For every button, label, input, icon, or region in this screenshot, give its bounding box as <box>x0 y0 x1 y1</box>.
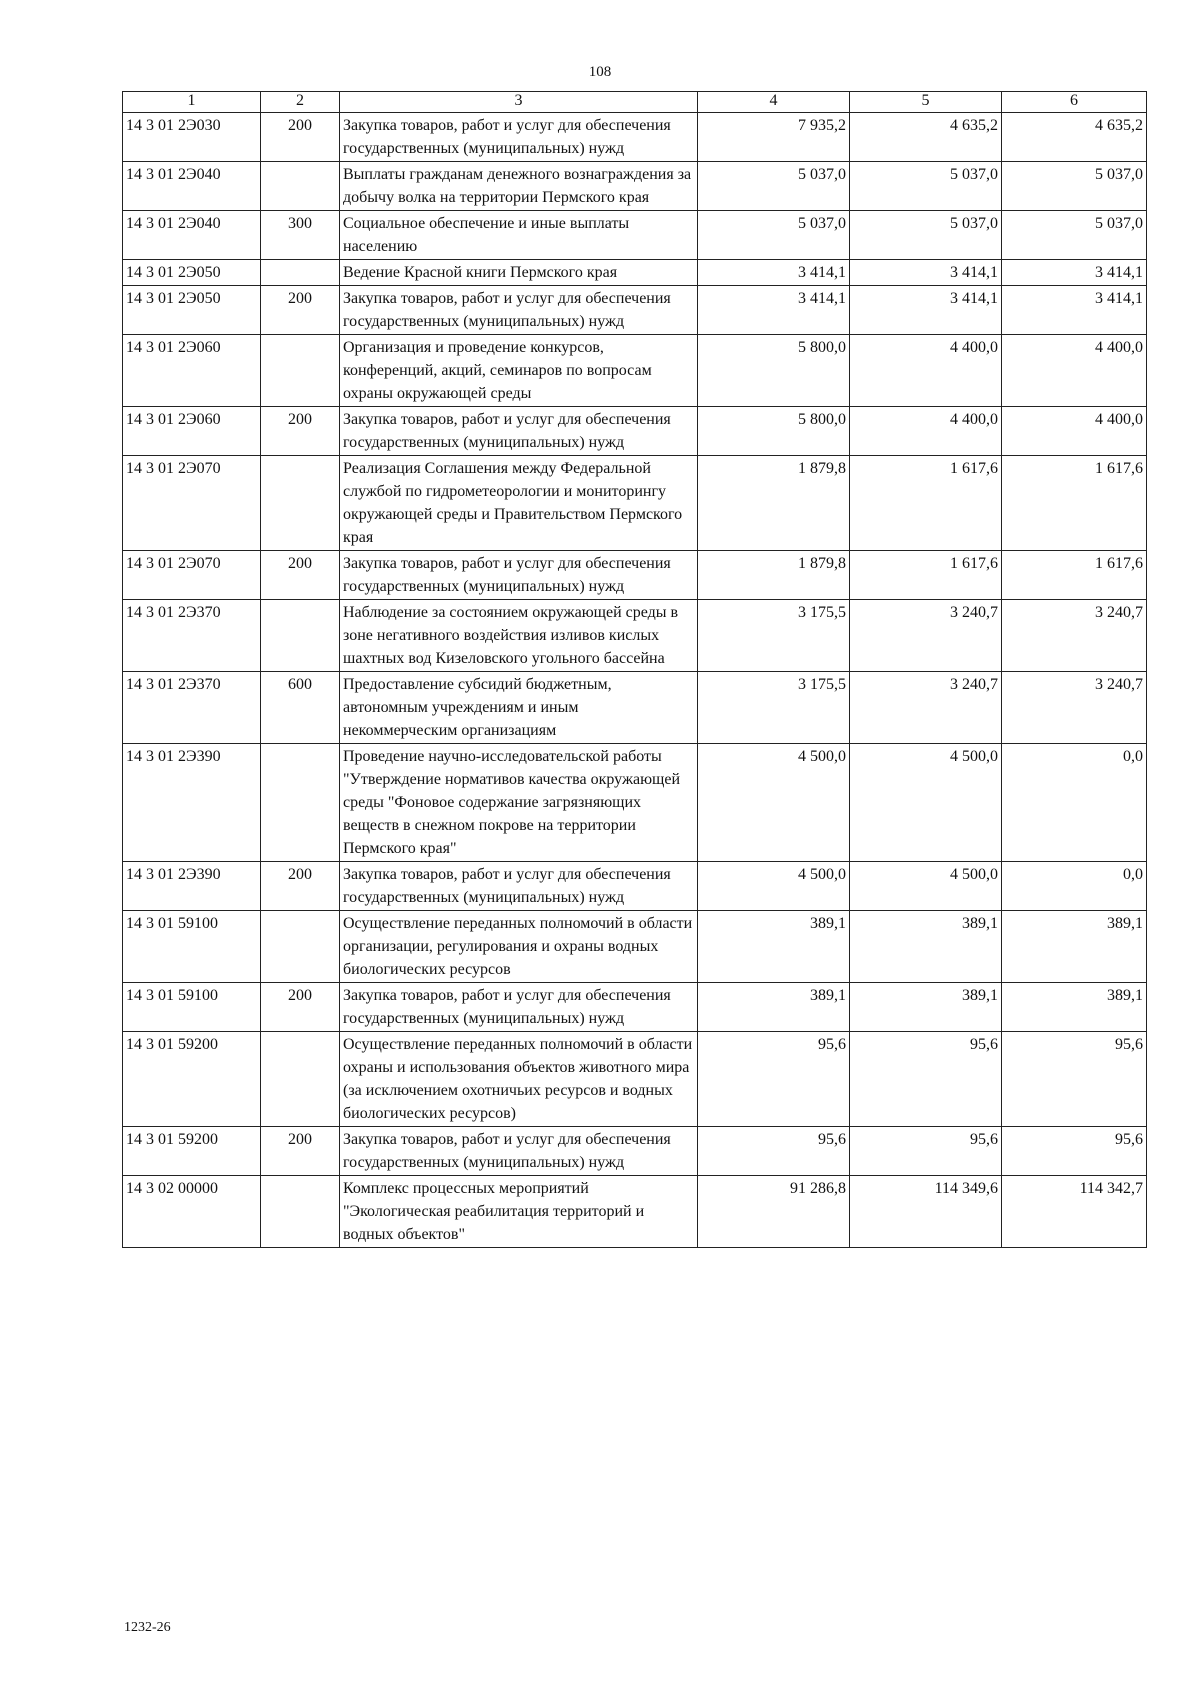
expense-type: 600 <box>261 672 340 744</box>
header-col-2: 2 <box>261 92 340 113</box>
amount-col-5: 3 414,1 <box>850 260 1002 286</box>
amount-col-6: 3 414,1 <box>1002 286 1147 335</box>
amount-col-5: 5 037,0 <box>850 162 1002 211</box>
target-code: 14 3 01 2Э050 <box>123 286 261 335</box>
amount-col-6: 1 617,6 <box>1002 456 1147 551</box>
amount-col-5: 5 037,0 <box>850 211 1002 260</box>
amount-col-4: 3 414,1 <box>698 286 850 335</box>
target-code: 14 3 02 00000 <box>123 1176 261 1248</box>
item-name: Закупка товаров, работ и услуг для обеспечения государственных (муниципальных) нужд <box>340 1127 698 1176</box>
amount-col-5: 4 400,0 <box>850 335 1002 407</box>
amount-col-5: 3 240,7 <box>850 672 1002 744</box>
amount-col-5: 1 617,6 <box>850 551 1002 600</box>
table-row <box>123 260 1147 286</box>
target-code: 14 3 01 2Э040 <box>123 211 261 260</box>
expense-type <box>261 260 340 286</box>
amount-col-4: 91 286,8 <box>698 1176 850 1248</box>
amount-col-6: 389,1 <box>1002 983 1147 1032</box>
table-row <box>123 744 1147 862</box>
target-code: 14 3 01 2Э370 <box>123 672 261 744</box>
table-row <box>123 911 1147 983</box>
target-code: 14 3 01 2Э060 <box>123 407 261 456</box>
amount-col-6: 114 342,7 <box>1002 1176 1147 1248</box>
amount-col-4: 4 500,0 <box>698 862 850 911</box>
expense-type <box>261 744 340 862</box>
table-row <box>123 1127 1147 1176</box>
amount-col-4: 7 935,2 <box>698 113 850 162</box>
table-row <box>123 407 1147 456</box>
header-col-3: 3 <box>340 92 698 113</box>
amount-col-4: 389,1 <box>698 983 850 1032</box>
amount-col-5: 95,6 <box>850 1127 1002 1176</box>
amount-col-5: 4 635,2 <box>850 113 1002 162</box>
item-name: Ведение Красной книги Пермского края <box>340 260 698 286</box>
expense-type <box>261 335 340 407</box>
item-name: Осуществление переданных полномочий в области охраны и использования объектов животного мира (за исключением охотничьих ресурсов и водных биологических ресурсов) <box>340 1032 698 1127</box>
amount-col-6: 4 400,0 <box>1002 335 1147 407</box>
target-code: 14 3 01 2Э390 <box>123 744 261 862</box>
table-row <box>123 600 1147 672</box>
page-number: 108 <box>588 64 612 80</box>
amount-col-6: 4 400,0 <box>1002 407 1147 456</box>
target-code: 14 3 01 2Э070 <box>123 551 261 600</box>
document-footer-code: 1232-26 <box>124 1620 171 1635</box>
amount-col-6: 0,0 <box>1002 862 1147 911</box>
table-row <box>123 983 1147 1032</box>
item-name: Закупка товаров, работ и услуг для обеспечения государственных (муниципальных) нужд <box>340 113 698 162</box>
table-row <box>123 286 1147 335</box>
item-name: Закупка товаров, работ и услуг для обеспечения государственных (муниципальных) нужд <box>340 407 698 456</box>
amount-col-6: 5 037,0 <box>1002 211 1147 260</box>
target-code: 14 3 01 2Э040 <box>123 162 261 211</box>
target-code: 14 3 01 2Э050 <box>123 260 261 286</box>
amount-col-5: 3 414,1 <box>850 286 1002 335</box>
amount-col-5: 4 400,0 <box>850 407 1002 456</box>
target-code: 14 3 01 2Э390 <box>123 862 261 911</box>
expense-type <box>261 456 340 551</box>
item-name: Наблюдение за состоянием окружающей среды в зоне негативного воздействия изливов кислых шахтных вод Кизеловского угольного бассейна <box>340 600 698 672</box>
header-col-1: 1 <box>123 92 261 113</box>
header-col-6: 6 <box>1002 92 1147 113</box>
amount-col-5: 4 500,0 <box>850 744 1002 862</box>
amount-col-4: 5 037,0 <box>698 162 850 211</box>
table-header-row <box>123 92 1147 113</box>
amount-col-6: 3 240,7 <box>1002 600 1147 672</box>
expense-type: 200 <box>261 551 340 600</box>
item-name: Закупка товаров, работ и услуг для обеспечения государственных (муниципальных) нужд <box>340 983 698 1032</box>
expense-type <box>261 1032 340 1127</box>
amount-col-4: 5 800,0 <box>698 407 850 456</box>
expense-type <box>261 911 340 983</box>
item-name: Комплекс процессных мероприятий "Экологическая реабилитация территорий и водных объектов" <box>340 1176 698 1248</box>
target-code: 14 3 01 2Э060 <box>123 335 261 407</box>
amount-col-5: 389,1 <box>850 911 1002 983</box>
amount-col-5: 95,6 <box>850 1032 1002 1127</box>
table-row <box>123 113 1147 162</box>
item-name: Реализация Соглашения между Федеральной службой по гидрометеорологии и мониторингу окружающей среды и Правительством Пермского края <box>340 456 698 551</box>
table-row <box>123 1176 1147 1248</box>
amount-col-4: 1 879,8 <box>698 551 850 600</box>
expense-type: 200 <box>261 862 340 911</box>
expense-type: 200 <box>261 286 340 335</box>
amount-col-4: 3 414,1 <box>698 260 850 286</box>
amount-col-4: 389,1 <box>698 911 850 983</box>
expense-type: 300 <box>261 211 340 260</box>
target-code: 14 3 01 59200 <box>123 1127 261 1176</box>
amount-col-5: 1 617,6 <box>850 456 1002 551</box>
item-name: Закупка товаров, работ и услуг для обеспечения государственных (муниципальных) нужд <box>340 551 698 600</box>
item-name: Выплаты гражданам денежного вознаграждения за добычу волка на территории Пермского края <box>340 162 698 211</box>
expense-type: 200 <box>261 113 340 162</box>
item-name: Осуществление переданных полномочий в области организации, регулирования и охраны водных биологических ресурсов <box>340 911 698 983</box>
amount-col-5: 114 349,6 <box>850 1176 1002 1248</box>
amount-col-6: 95,6 <box>1002 1127 1147 1176</box>
amount-col-6: 5 037,0 <box>1002 162 1147 211</box>
item-name: Социальное обеспечение и иные выплаты населению <box>340 211 698 260</box>
expense-type: 200 <box>261 1127 340 1176</box>
target-code: 14 3 01 2Э030 <box>123 113 261 162</box>
table-row <box>123 862 1147 911</box>
item-name: Организация и проведение конкурсов, конференций, акций, семинаров по вопросам охраны окружающей среды <box>340 335 698 407</box>
amount-col-5: 3 240,7 <box>850 600 1002 672</box>
expense-type: 200 <box>261 407 340 456</box>
amount-col-6: 0,0 <box>1002 744 1147 862</box>
amount-col-6: 3 414,1 <box>1002 260 1147 286</box>
item-name: Закупка товаров, работ и услуг для обеспечения государственных (муниципальных) нужд <box>340 286 698 335</box>
amount-col-6: 95,6 <box>1002 1032 1147 1127</box>
expense-type <box>261 162 340 211</box>
amount-col-4: 3 175,5 <box>698 672 850 744</box>
amount-col-4: 5 037,0 <box>698 211 850 260</box>
amount-col-4: 95,6 <box>698 1032 850 1127</box>
amount-col-5: 389,1 <box>850 983 1002 1032</box>
target-code: 14 3 01 2Э370 <box>123 600 261 672</box>
target-code: 14 3 01 59100 <box>123 911 261 983</box>
table-row <box>123 1032 1147 1127</box>
amount-col-4: 95,6 <box>698 1127 850 1176</box>
amount-col-4: 1 879,8 <box>698 456 850 551</box>
amount-col-6: 1 617,6 <box>1002 551 1147 600</box>
amount-col-4: 3 175,5 <box>698 600 850 672</box>
expense-type <box>261 600 340 672</box>
amount-col-5: 4 500,0 <box>850 862 1002 911</box>
amount-col-6: 4 635,2 <box>1002 113 1147 162</box>
table-row <box>123 672 1147 744</box>
table-row <box>123 551 1147 600</box>
target-code: 14 3 01 59200 <box>123 1032 261 1127</box>
table-row <box>123 162 1147 211</box>
expense-type: 200 <box>261 983 340 1032</box>
amount-col-6: 389,1 <box>1002 911 1147 983</box>
budget-table <box>122 91 1147 1248</box>
header-col-5: 5 <box>850 92 1002 113</box>
item-name: Проведение научно-исследовательской работы "Утверждение нормативов качества окружающей среды "Фоновое содержание загрязняющих веществ в снежном покрове на территории Пермского края" <box>340 744 698 862</box>
table-row <box>123 456 1147 551</box>
table-row <box>123 335 1147 407</box>
target-code: 14 3 01 2Э070 <box>123 456 261 551</box>
amount-col-4: 5 800,0 <box>698 335 850 407</box>
amount-col-6: 3 240,7 <box>1002 672 1147 744</box>
table-row <box>123 211 1147 260</box>
header-col-4: 4 <box>698 92 850 113</box>
item-name: Закупка товаров, работ и услуг для обеспечения государственных (муниципальных) нужд <box>340 862 698 911</box>
item-name: Предоставление субсидий бюджетным, автономным учреждениям и иным некоммерческим организациям <box>340 672 698 744</box>
amount-col-4: 4 500,0 <box>698 744 850 862</box>
target-code: 14 3 01 59100 <box>123 983 261 1032</box>
expense-type <box>261 1176 340 1248</box>
